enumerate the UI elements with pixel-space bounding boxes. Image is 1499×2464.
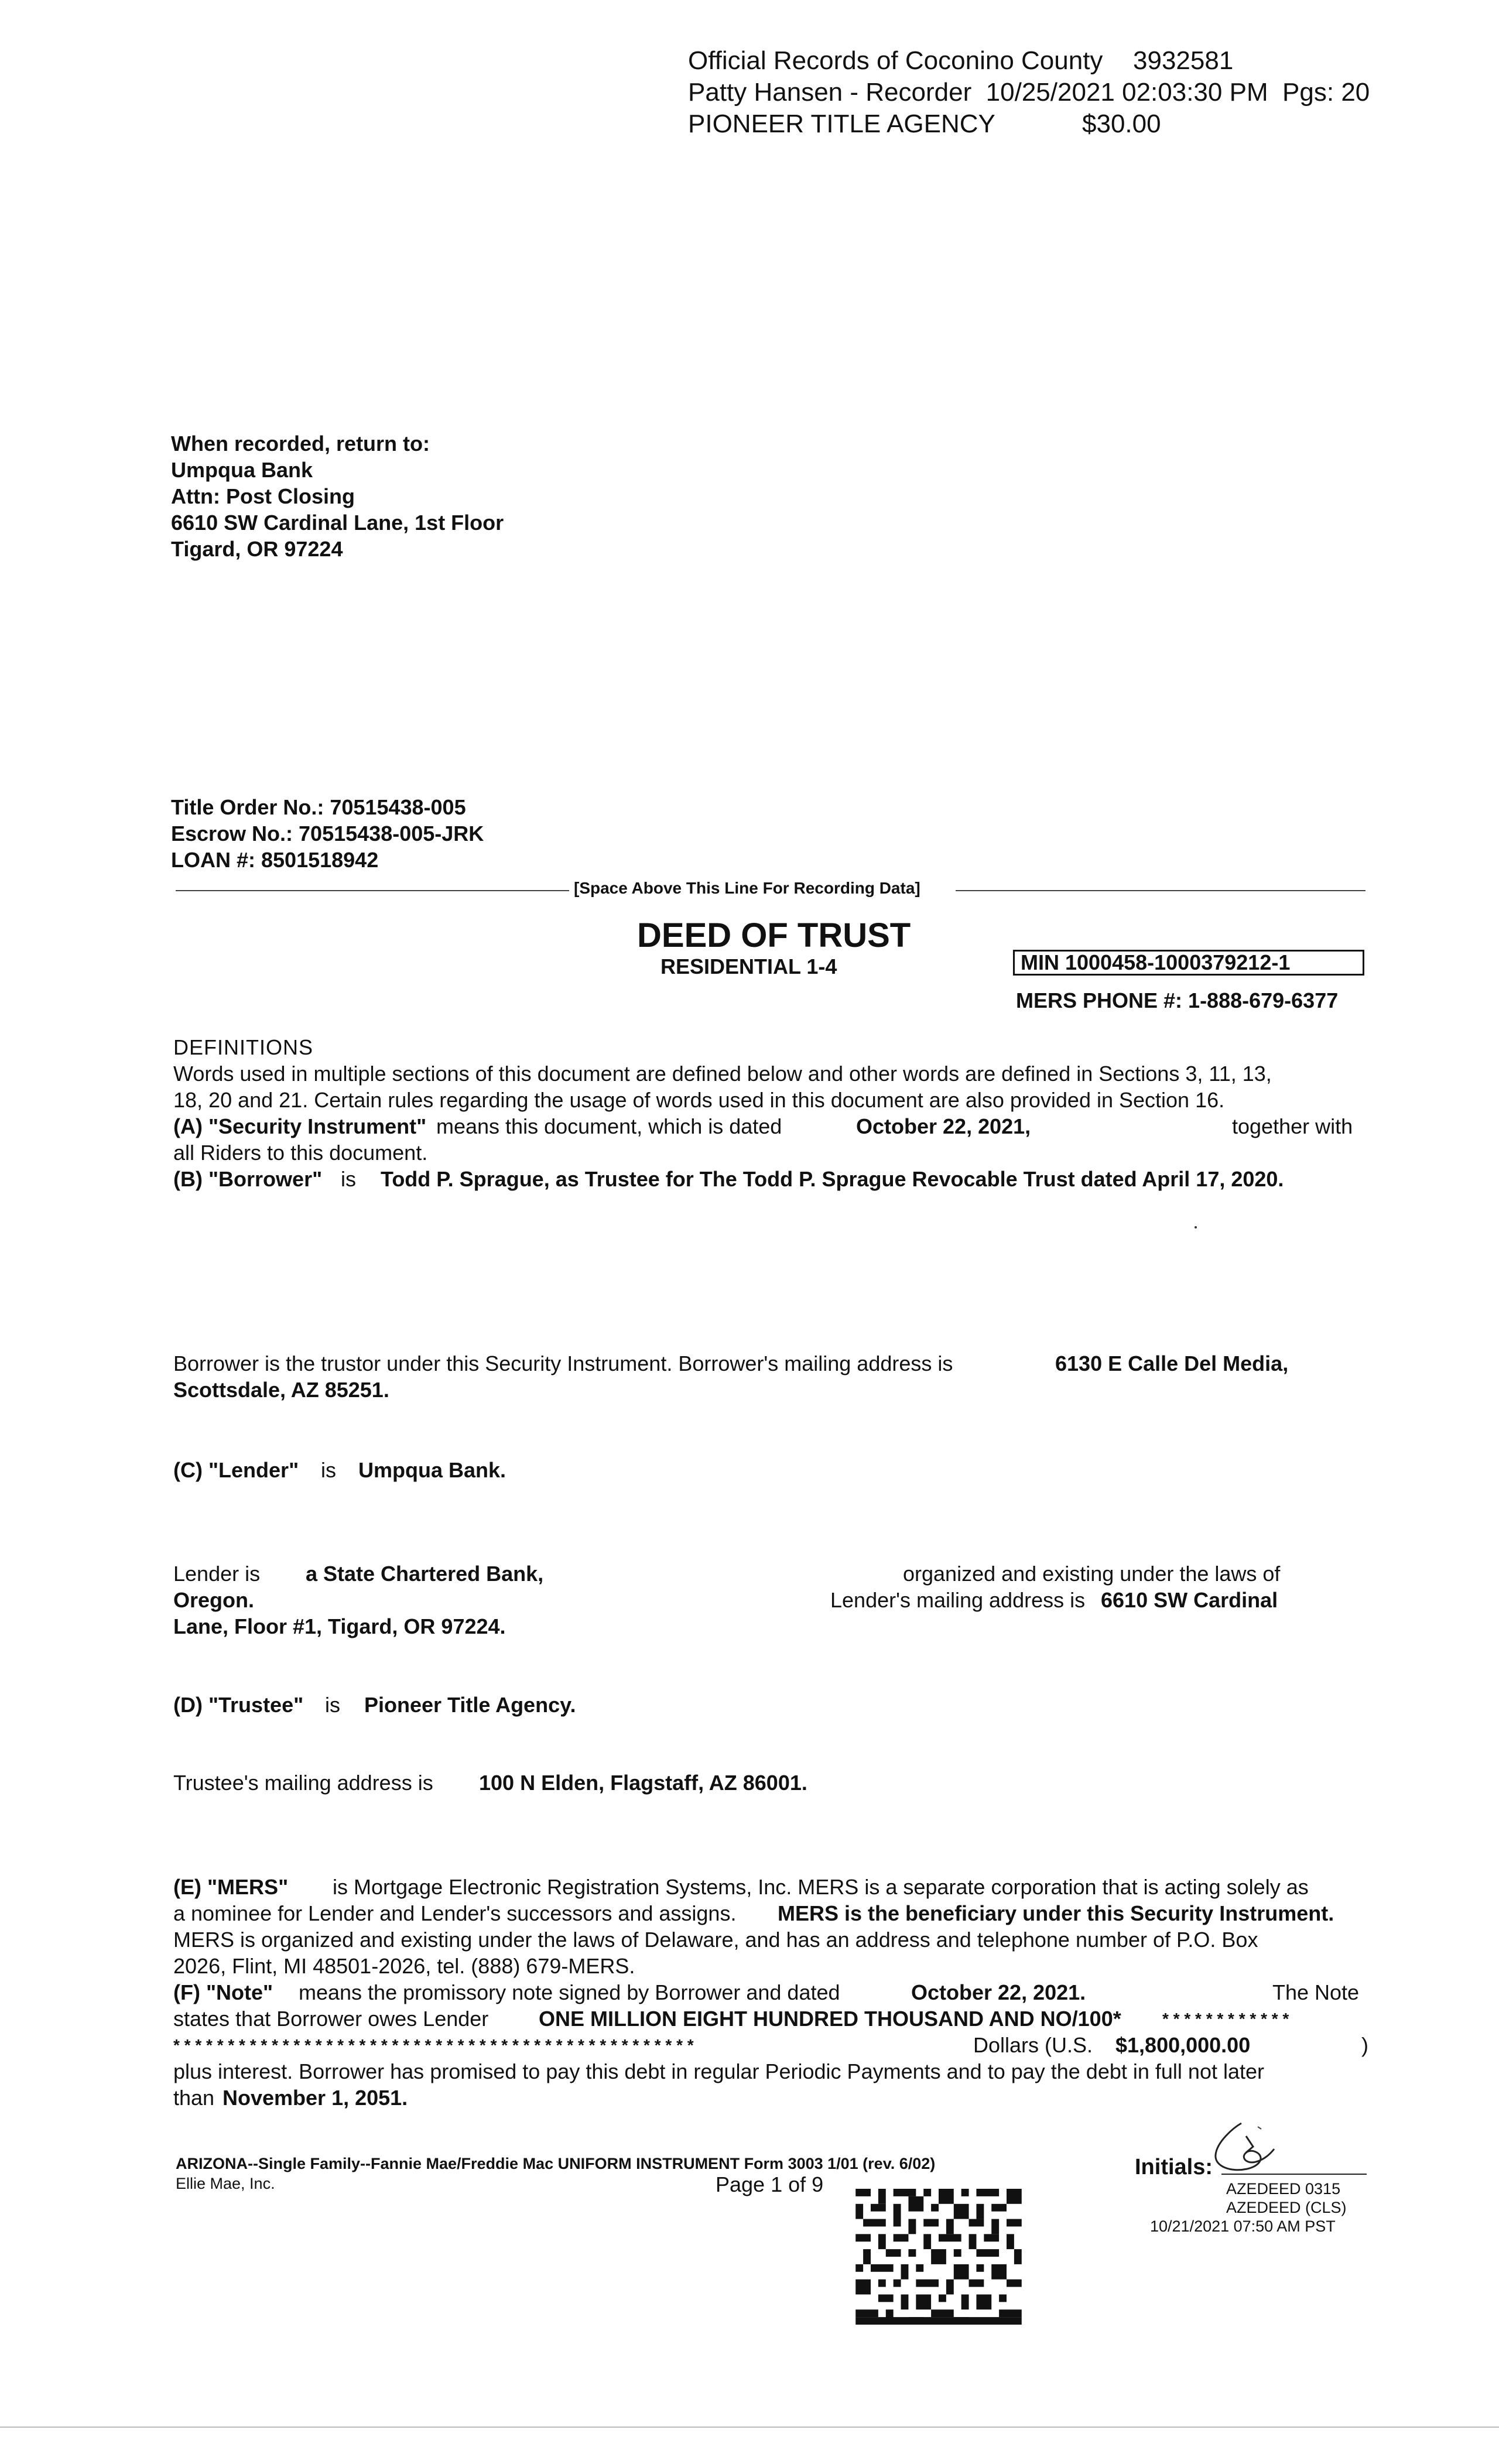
definition-a-together: together with [1232, 1114, 1353, 1138]
document-title: DEED OF TRUST [637, 916, 911, 954]
return-to-street: 6610 SW Cardinal Lane, 1st Floor [171, 511, 504, 535]
definition-b-label: (B) "Borrower" [173, 1167, 323, 1191]
mers-phone: MERS PHONE #: 1-888-679-6377 [1016, 988, 1339, 1012]
lender-address-line2: Lane, Floor #1, Tigard, OR 97224. [173, 1614, 506, 1638]
definition-f-text: means the promissory note signed by Borrower and dated [299, 1980, 840, 2004]
maturity-date: November 1, 2051. [223, 2086, 408, 2110]
definition-d-is: is [325, 1693, 340, 1717]
return-to-heading: When recorded, return to: [171, 432, 430, 456]
definition-e-label: (E) "MERS" [173, 1875, 289, 1899]
scan-edge [0, 2427, 1499, 2428]
definition-f-than: than [173, 2086, 215, 2110]
asterisk-fill-1: * * * * * * * * * * * * [1162, 2010, 1289, 2028]
document-subtitle: RESIDENTIAL 1-4 [660, 954, 837, 978]
trustee-address: 100 N Elden, Flagstaff, AZ 86001. [479, 1771, 807, 1795]
recording-divider-right [956, 890, 1365, 891]
asterisk-fill-2: * * * * * * * * * * * * * * * * * * * * * * * * * * * * * * * * * * * * * * * * * * * * * * * * [173, 2036, 694, 2054]
lender-address-text: Lender's mailing address is [830, 1588, 1086, 1612]
return-to-name: Umpqua Bank [171, 458, 313, 482]
definition-a-cont: all Riders to this document. [173, 1141, 428, 1165]
definition-f-label: (F) "Note" [173, 1980, 273, 2004]
lender-organized: organized and existing under the laws of [903, 1562, 1281, 1586]
recording-number: 3932581 [1133, 46, 1234, 75]
page-number: Page 1 of 9 [716, 2172, 824, 2196]
definition-b-is: is [341, 1167, 356, 1191]
form-code-1: AZEDEED 0315 [1226, 2180, 1341, 2198]
definitions-intro-line2: 18, 20 and 21. Certain rules regarding the usage of words used in this document are also provided in Section 16. [173, 1088, 1225, 1112]
definition-f-owes: states that Borrower owes Lender [173, 2007, 489, 2031]
definition-f-thenote: The Note [1272, 1980, 1360, 2004]
note-amount: $1,800,000.00 [1115, 2033, 1251, 2057]
space-above-label: [Space Above This Line For Recording Data] [574, 879, 920, 897]
borrower-address-line2: Scottsdale, AZ 85251. [173, 1378, 389, 1402]
recording-divider-left [176, 890, 569, 891]
definition-e-line4: 2026, Flint, MI 48501-2026, tel. (888) 679-MERS. [173, 1954, 635, 1978]
definition-f-paren: ) [1361, 2033, 1368, 2057]
trustee-address-text: Trustee's mailing address is [173, 1771, 433, 1795]
title-order-number: Title Order No.: 70515438-005 [171, 795, 466, 819]
lender-name: Umpqua Bank. [358, 1458, 506, 1482]
recording-recorder: Patty Hansen - Recorder 10/25/2021 02:03:30 PM Pgs: 20 [688, 78, 1370, 107]
definition-c-is: is [321, 1458, 336, 1482]
definition-a-label: (A) "Security Instrument" [173, 1114, 427, 1138]
definitions-heading: DEFINITIONS [173, 1035, 314, 1059]
return-to-attn: Attn: Post Closing [171, 484, 355, 508]
recording-county: Official Records of Coconino County [688, 46, 1103, 75]
loan-number: LOAN #: 8501518942 [171, 848, 379, 872]
lender-type: a State Chartered Bank, [306, 1562, 544, 1586]
initials-signature [1205, 2119, 1281, 2177]
escrow-number: Escrow No.: 70515438-005-JRK [171, 822, 484, 846]
form-vendor: Ellie Mae, Inc. [176, 2175, 275, 2192]
form-timestamp: 10/21/2021 07:50 AM PST [1150, 2217, 1336, 2235]
lender-address-line1: 6610 SW Cardinal [1101, 1588, 1278, 1612]
borrower-address-line1: 6130 E Calle Del Media, [1055, 1351, 1289, 1375]
borrower-name: Todd P. Sprague, as Trustee for The Todd P. Sprague Revocable Trust dated April 17, 2020. [381, 1167, 1284, 1191]
definitions-intro-line1: Words used in multiple sections of this document are defined below and other words are defined in Sections 3, 11, 13, [173, 1062, 1272, 1086]
note-date: October 22, 2021. [911, 1980, 1086, 2004]
trustee-name: Pioneer Title Agency. [364, 1693, 576, 1717]
borrower-address-text: Borrower is the trustor under this Security Instrument. Borrower's mailing address is [173, 1351, 953, 1375]
definition-a-text: means this document, which is dated [436, 1114, 782, 1138]
definition-e-line2b: MERS is the beneficiary under this Security Instrument. [778, 1901, 1334, 1925]
initials-label: Initials: [1135, 2155, 1213, 2179]
definition-e-line3: MERS is organized and existing under the laws of Delaware, and has an address and telephone number of P.O. Box [173, 1928, 1258, 1952]
lender-is: Lender is [173, 1562, 261, 1586]
definition-d-label: (D) "Trustee" [173, 1693, 304, 1717]
note-amount-words: ONE MILLION EIGHT HUNDRED THOUSAND AND NO/100* [539, 2007, 1121, 2031]
speck-mark [1195, 1226, 1197, 1228]
definition-e-line2a: a nominee for Lender and Lender's successors and assigns. [173, 1901, 737, 1925]
barcode-image [855, 2189, 1022, 2325]
min-box: MIN 1000458-1000379212-1 [1013, 950, 1364, 976]
definition-c-label: (C) "Lender" [173, 1458, 299, 1482]
definition-f-dollars: Dollars (U.S. [973, 2033, 1093, 2057]
recording-agency: PIONEER TITLE AGENCY [688, 109, 995, 138]
form-line: ARIZONA--Single Family--Fannie Mae/Freddie Mac UNIFORM INSTRUMENT Form 3003 1/01 (rev. 6/02) [176, 2155, 936, 2172]
security-instrument-date: October 22, 2021, [856, 1114, 1031, 1138]
recording-fee: $30.00 [1082, 109, 1161, 138]
lender-state: Oregon. [173, 1588, 255, 1612]
definition-f-plus1: plus interest. Borrower has promised to pay this debt in regular Periodic Payments and to pay the debt in full not later [173, 2059, 1264, 2083]
form-code-2: AZEDEED (CLS) [1226, 2199, 1347, 2216]
definition-e-line1: is Mortgage Electronic Registration Systems, Inc. MERS is a separate corporation that is acting solely as [333, 1875, 1309, 1899]
return-to-city: Tigard, OR 97224 [171, 537, 343, 561]
